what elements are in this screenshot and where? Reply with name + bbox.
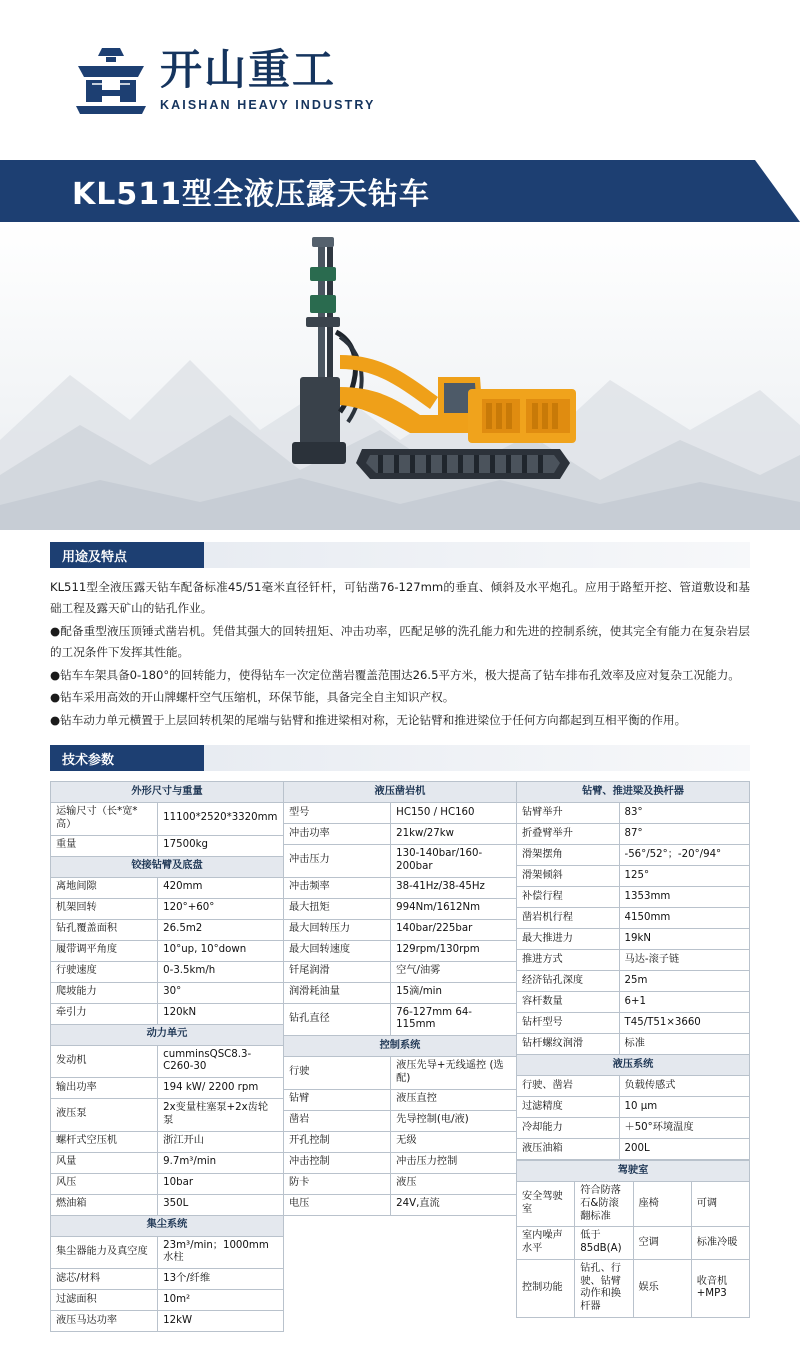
spec-key: 钻臂举升	[517, 803, 620, 824]
spec-key: 运输尺寸（长*宽*高）	[51, 803, 158, 836]
spec-value: 标准	[619, 1034, 749, 1055]
spec-key: 行驶	[284, 1057, 391, 1090]
table-group-label: 外形尺寸与重量	[51, 782, 284, 803]
spec-key: 钻杆型号	[517, 1013, 620, 1034]
spec-value: 140bar/225bar	[391, 919, 517, 940]
table-row	[517, 1076, 750, 1097]
features-section-title: 用途及特点	[62, 549, 128, 565]
spec-key: 防卡	[284, 1173, 391, 1194]
spec-key: 冲击功率	[284, 824, 391, 845]
spec-tables	[50, 781, 750, 1332]
table-group-label: 控制系统	[284, 1036, 517, 1057]
table-group-header	[284, 782, 517, 803]
spec-value: 200L	[619, 1139, 749, 1160]
table-group-label: 铰接钻臂及底盘	[51, 856, 284, 877]
spec-key: 液压泵	[51, 1099, 158, 1132]
spec-key: 发动机	[51, 1045, 158, 1078]
spec-value: 低于85dB(A)	[575, 1227, 633, 1260]
table-row	[284, 1194, 517, 1215]
table-row	[517, 929, 750, 950]
specs-section-header	[50, 745, 750, 771]
features-section-header	[50, 542, 750, 568]
table-row	[51, 1290, 284, 1311]
table-row	[51, 982, 284, 1003]
spec-key: 最大回转速度	[284, 940, 391, 961]
spec-value: 1353mm	[619, 887, 749, 908]
spec-key: 开孔控制	[284, 1131, 391, 1152]
spec-value: 38-41Hz/38-45Hz	[391, 877, 517, 898]
spec-key: 机架回转	[51, 898, 158, 919]
spec-value: 129rpm/130rpm	[391, 940, 517, 961]
feature-paragraph: ●钻车采用高效的开山牌螺杆空气压缩机，环保节能，具备完全自主知识产权。	[50, 690, 455, 705]
spec-key: 液压马达功率	[51, 1311, 158, 1332]
spec-value: 负载传感式	[619, 1076, 749, 1097]
table-row	[51, 1131, 284, 1152]
table-group-label: 钻臂、推进梁及换杆器	[517, 782, 750, 803]
spec-key: 座椅	[633, 1182, 691, 1227]
feature-paragraph: ●配备重型液压顶锤式凿岩机。凭借其强大的回转扭矩、冲击功率，匹配足够的洗孔能力和先进的控制系统，使其完全有能力在复杂岩层的工况条件下发挥其性能。	[50, 623, 750, 660]
hero-image	[0, 222, 800, 530]
spec-value: 994Nm/1612Nm	[391, 898, 517, 919]
spec-key: 液压油箱	[517, 1139, 620, 1160]
spec-column-2	[283, 781, 517, 1216]
spec-column-1	[50, 781, 284, 1332]
title-banner	[0, 160, 800, 222]
table-group-label: 液压凿岩机	[284, 782, 517, 803]
logo-chinese-name: 开山重工	[160, 45, 337, 95]
spec-table-3	[516, 781, 750, 1160]
table-row	[517, 824, 750, 845]
spec-value: 24V,直流	[391, 1194, 517, 1215]
spec-value: 标准冷暖	[691, 1227, 749, 1260]
table-row	[284, 1131, 517, 1152]
table-row	[51, 1045, 284, 1078]
spec-key: 冲击频率	[284, 877, 391, 898]
spec-key: 型号	[284, 803, 391, 824]
spec-value: 120°+60°	[158, 898, 284, 919]
spec-value: 350L	[158, 1194, 284, 1215]
table-group-label: 驾驶室	[517, 1161, 750, 1182]
table-row	[517, 971, 750, 992]
spec-value: 23m³/min；1000mm水柱	[158, 1236, 284, 1269]
spec-value: 25m	[619, 971, 749, 992]
spec-key: 冷却能力	[517, 1118, 620, 1139]
page-title: KL511型全液压露天钻车	[72, 177, 430, 212]
spec-key: 凿岩	[284, 1110, 391, 1131]
table-row	[517, 1182, 750, 1227]
kaishan-mark-icon	[72, 44, 150, 116]
spec-value: 13个/纤维	[158, 1269, 284, 1290]
table-row	[284, 982, 517, 1003]
spec-key: 牵引力	[51, 1003, 158, 1024]
table-row	[517, 1227, 750, 1260]
table-row	[51, 919, 284, 940]
spec-key: 行驶、凿岩	[517, 1076, 620, 1097]
table-row	[51, 1078, 284, 1099]
specs-section-title: 技术参数	[62, 752, 115, 768]
table-row	[517, 1139, 750, 1160]
table-row	[517, 1097, 750, 1118]
spec-value: 液压直控	[391, 1089, 517, 1110]
logo-header	[0, 0, 800, 160]
spec-value: 钻孔、行驶、钻臂动作和换杆器	[575, 1259, 633, 1317]
spec-value: 无级	[391, 1131, 517, 1152]
spec-value: 11100*2520*3320mm	[158, 803, 284, 836]
table-row	[284, 803, 517, 824]
table-row	[51, 1311, 284, 1332]
spec-key: 凿岩机行程	[517, 908, 620, 929]
drill-rig-illustration	[270, 237, 590, 512]
spec-key: 最大推进力	[517, 929, 620, 950]
table-row	[517, 950, 750, 971]
spec-key: 钻孔直径	[284, 1003, 391, 1036]
table-row	[517, 992, 750, 1013]
spec-key: 电压	[284, 1194, 391, 1215]
table-row	[517, 1259, 750, 1317]
spec-value: 120kN	[158, 1003, 284, 1024]
spec-key: 燃油箱	[51, 1194, 158, 1215]
table-group-header	[51, 782, 284, 803]
spec-value: 空气/油雾	[391, 961, 517, 982]
spec-value: 15滴/min	[391, 982, 517, 1003]
table-row	[284, 1003, 517, 1036]
feature-paragraph: KL511型全液压露天钻车配备标准45/51毫米直径钎杆，可钻凿76-127mm的垂直、倾斜及水平炮孔。应用于路堑开挖、管道敷设和基础工程及露天矿山的钻孔作业。	[50, 580, 750, 616]
table-group-header	[51, 1024, 284, 1045]
spec-key: 控制功能	[517, 1259, 575, 1317]
table-row	[51, 1099, 284, 1132]
table-row	[517, 845, 750, 866]
spec-value: 125°	[619, 866, 749, 887]
spec-key: 风量	[51, 1152, 158, 1173]
table-row	[517, 803, 750, 824]
table-row	[51, 1236, 284, 1269]
spec-key: 重量	[51, 835, 158, 856]
spec-table-2	[283, 781, 517, 1216]
table-row	[284, 1173, 517, 1194]
spec-key: 推进方式	[517, 950, 620, 971]
table-row	[284, 919, 517, 940]
spec-value: 10°up, 10°down	[158, 940, 284, 961]
table-row	[51, 1003, 284, 1024]
table-row	[51, 961, 284, 982]
table-row	[284, 1110, 517, 1131]
logo-english-name: KAISHAN HEAVY INDUSTRY	[160, 97, 376, 112]
spec-value: 26.5m2	[158, 919, 284, 940]
spec-table-1	[50, 781, 284, 1332]
spec-value: cumminsQSC8.3-C260-30	[158, 1045, 284, 1078]
spec-value: 10bar	[158, 1173, 284, 1194]
spec-value: 收音机+MP3	[691, 1259, 749, 1317]
spec-value: 30°	[158, 982, 284, 1003]
table-row	[517, 1118, 750, 1139]
spec-key: 安全驾驶室	[517, 1182, 575, 1227]
spec-key: 容杆数量	[517, 992, 620, 1013]
spec-key: 娱乐	[633, 1259, 691, 1317]
table-row	[517, 1034, 750, 1055]
spec-value: 6+1	[619, 992, 749, 1013]
spec-value: 马达-滚子链	[619, 950, 749, 971]
table-row	[517, 908, 750, 929]
spec-value: T45/T51×3660	[619, 1013, 749, 1034]
table-row	[284, 877, 517, 898]
spec-value: 浙江开山	[158, 1131, 284, 1152]
spec-key: 滑架摆角	[517, 845, 620, 866]
table-row	[517, 1013, 750, 1034]
spec-key: 过滤精度	[517, 1097, 620, 1118]
spec-value: 194 kW/ 2200 rpm	[158, 1078, 284, 1099]
table-group-label: 动力单元	[51, 1024, 284, 1045]
table-group-header	[51, 856, 284, 877]
spec-key: 折叠臂举升	[517, 824, 620, 845]
table-group-header	[517, 1055, 750, 1076]
spec-key: 集尘器能力及真空度	[51, 1236, 158, 1269]
table-row	[51, 1173, 284, 1194]
spec-value: 2x变量柱塞泵+2x齿轮泵	[158, 1099, 284, 1132]
spec-key: 滑架倾斜	[517, 866, 620, 887]
spec-value: 76-127mm 64-115mm	[391, 1003, 517, 1036]
spec-key: 空调	[633, 1227, 691, 1260]
table-group-header	[517, 782, 750, 803]
table-row	[51, 835, 284, 856]
table-row	[284, 1089, 517, 1110]
spec-key: 行驶速度	[51, 961, 158, 982]
spec-key: 离地间隙	[51, 877, 158, 898]
spec-key: 冲击控制	[284, 1152, 391, 1173]
feature-paragraph: ●钻车动力单元横置于上层回转机架的尾端与钻臂和推进梁相对称，无论钻臂和推进梁位于任何方向都起到互相平衡的作用。	[50, 712, 687, 727]
spec-key: 室内噪声水平	[517, 1227, 575, 1260]
spec-key: 钻孔覆盖面积	[51, 919, 158, 940]
spec-value: -56°/52°；-20°/94°	[619, 845, 749, 866]
spec-value: 液压先导+无线遥控 (选配)	[391, 1057, 517, 1090]
spec-value: 10 µm	[619, 1097, 749, 1118]
table-group-header	[51, 1215, 284, 1236]
spec-key: 最大回转压力	[284, 919, 391, 940]
table-row	[284, 824, 517, 845]
table-row	[284, 1057, 517, 1090]
spec-key: 冲击压力	[284, 845, 391, 878]
table-group-header	[284, 1036, 517, 1057]
spec-key: 螺杆式空压机	[51, 1131, 158, 1152]
spec-value: 液压	[391, 1173, 517, 1194]
spec-value: 先导控制(电/液)	[391, 1110, 517, 1131]
table-row	[51, 1194, 284, 1215]
table-row	[284, 1152, 517, 1173]
spec-key: 经济钻孔深度	[517, 971, 620, 992]
spec-value: 420mm	[158, 877, 284, 898]
spec-value: 21kw/27kw	[391, 824, 517, 845]
spec-value: 87°	[619, 824, 749, 845]
table-group-label: 集尘系统	[51, 1215, 284, 1236]
company-logo	[72, 44, 375, 116]
spec-value: 冲击压力控制	[391, 1152, 517, 1173]
spec-key: 履带调平角度	[51, 940, 158, 961]
table-row	[51, 877, 284, 898]
table-group-header	[517, 1161, 750, 1182]
spec-key: 润滑耗油量	[284, 982, 391, 1003]
spec-value: 19kN	[619, 929, 749, 950]
spec-key: 补偿行程	[517, 887, 620, 908]
spec-key: 滤芯/材料	[51, 1269, 158, 1290]
spec-key: 最大扭矩	[284, 898, 391, 919]
spec-key: 爬坡能力	[51, 982, 158, 1003]
spec-value: 9.7m³/min	[158, 1152, 284, 1173]
table-row	[51, 1152, 284, 1173]
spec-value: 17500kg	[158, 835, 284, 856]
spec-value: 10m²	[158, 1290, 284, 1311]
table-row	[284, 845, 517, 878]
table-row	[51, 898, 284, 919]
spec-key: 过滤面积	[51, 1290, 158, 1311]
spec-key: 输出功率	[51, 1078, 158, 1099]
spec-value: HC150 / HC160	[391, 803, 517, 824]
spec-value: 0-3.5km/h	[158, 961, 284, 982]
spec-key: 钻杆螺纹润滑	[517, 1034, 620, 1055]
spec-key: 风压	[51, 1173, 158, 1194]
spec-value: 130-140bar/160-200bar	[391, 845, 517, 878]
table-row	[517, 887, 750, 908]
table-row	[51, 940, 284, 961]
spec-value: 可调	[691, 1182, 749, 1227]
spec-value: 符合防落石&防滚翻标准	[575, 1182, 633, 1227]
feature-paragraph: ●钻车车架具备0-180°的回转能力，使得钻车一次定位凿岩覆盖范围达26.5平方米，极大提高了钻车排布孔效率及应对复杂工况能力。	[50, 667, 740, 682]
spec-value: 83°	[619, 803, 749, 824]
cab-table	[516, 1160, 750, 1318]
spec-value: 12kW	[158, 1311, 284, 1332]
table-group-label: 液压系统	[517, 1055, 750, 1076]
spec-column-3	[516, 781, 750, 1318]
spec-key: 钻臂	[284, 1089, 391, 1110]
table-row	[517, 866, 750, 887]
spec-key: 钎尾润滑	[284, 961, 391, 982]
table-row	[51, 1269, 284, 1290]
table-row	[284, 898, 517, 919]
table-row	[284, 961, 517, 982]
table-row	[51, 803, 284, 836]
table-row	[284, 940, 517, 961]
features-text	[50, 577, 750, 731]
spec-value: ＋50°环境温度	[619, 1118, 749, 1139]
spec-value: 4150mm	[619, 908, 749, 929]
